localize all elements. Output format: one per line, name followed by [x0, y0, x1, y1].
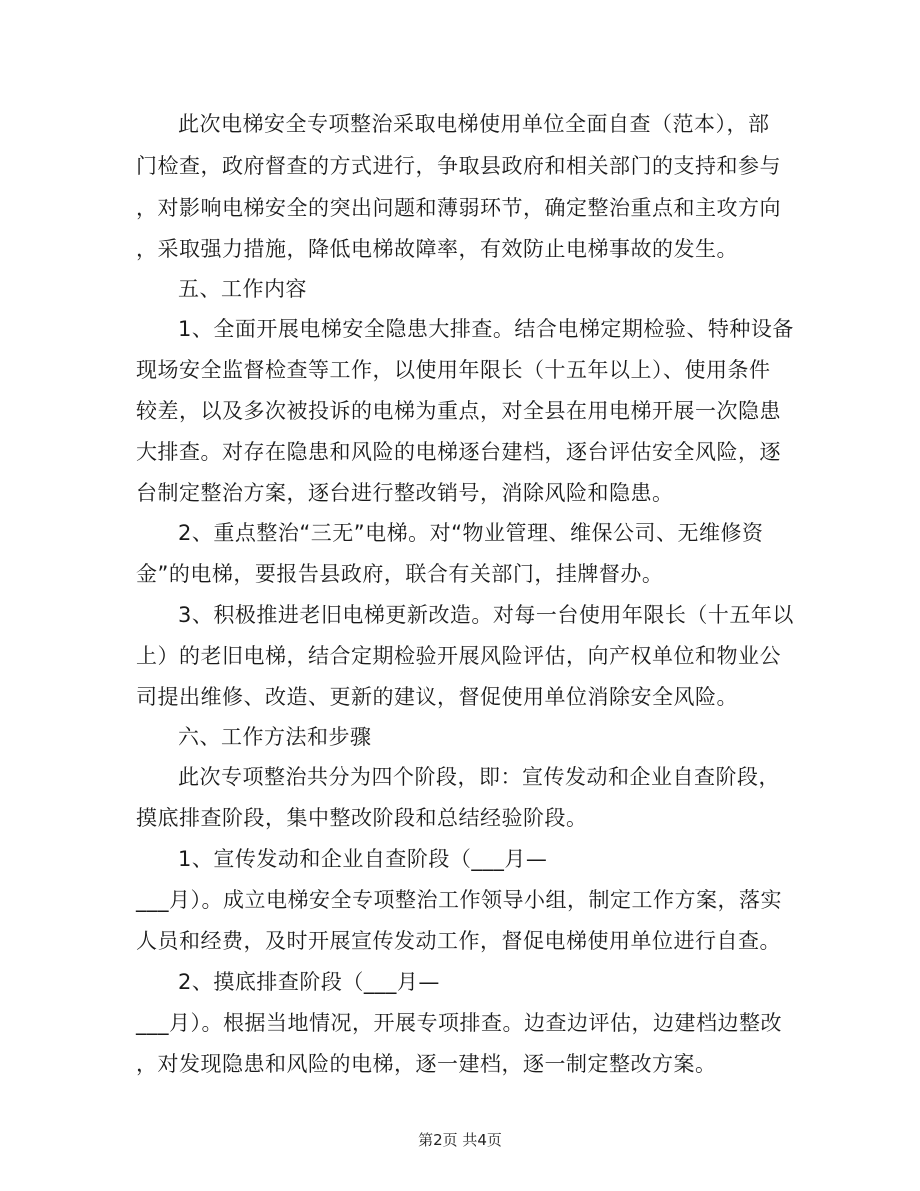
- paragraph-line: 摸底排查阶段，集中整改阶段和总结经验阶段。: [136, 806, 588, 830]
- section-heading: 五、工作内容: [178, 277, 307, 301]
- paragraph-line: 台制定整治方案，逐台进行整改销号，消除风险和隐患。: [136, 481, 674, 505]
- paragraph-line: 3、积极推进老旧电梯更新改造。对每一台使用年限长（十五年以: [178, 603, 794, 627]
- paragraph-line: 较差，以及多次被投诉的电梯为重点，对全县在用电梯开展一次隐患: [136, 399, 781, 423]
- paragraph-line: 上）的老旧电梯，结合定期检验开展风险评估，向产权单位和物业公: [136, 644, 781, 668]
- paragraph-line: ，对影响电梯安全的突出问题和薄弱环节，确定整治重点和主攻方向: [136, 196, 781, 220]
- page-footer: 第2页 共4页: [418, 1131, 502, 1149]
- paragraph-line: ___月）。成立电梯安全专项整治工作领导小组，制定工作方案，落实: [136, 888, 782, 912]
- paragraph-line: 2、重点整治“三无”电梯。对“物业管理、维保公司、无维修资: [178, 521, 764, 545]
- paragraph-line: 大排查。对存在隐患和风险的电梯逐台建档，逐台评估安全风险，逐: [136, 440, 781, 464]
- paragraph-line: 1、全面开展电梯安全隐患大排查。结合电梯定期检验、特种设备: [178, 317, 794, 341]
- paragraph-line: ，采取强力措施，降低电梯故障率，有效防止电梯事故的发生。: [136, 237, 738, 261]
- section-heading: 六、工作方法和步骤: [178, 725, 372, 749]
- paragraph-line: 2、摸底排查阶段（___月—: [178, 970, 440, 994]
- paragraph-line: 此次专项整治共分为四个阶段，即：宣传发动和企业自查阶段，: [178, 765, 780, 789]
- paragraph-line: ___月）。根据当地情况，开展专项排查。边查边评估，边建档边整改: [136, 1011, 782, 1035]
- paragraph-line: 现场安全监督检查等工作，以使用年限长（十五年以上）、使用条件: [136, 358, 771, 382]
- paragraph-line: 金”的电梯，要报告县政府，联合有关部门，挂牌督办。: [136, 562, 664, 586]
- paragraph-line: 人员和经费，及时开展宣传发动工作，督促电梯使用单位进行自查。: [136, 929, 781, 953]
- paragraph-line: 此次电梯安全专项整治采取电梯使用单位全面自查（范本），部: [178, 112, 770, 136]
- paragraph-line: ，对发现隐患和风险的电梯，逐一建档，逐一制定整改方案。: [136, 1052, 717, 1076]
- paragraph-line: 司提出维修、改造、更新的建议，督促使用单位消除安全风险。: [136, 685, 738, 709]
- paragraph-line: 门检查，政府督查的方式进行，争取县政府和相关部门的支持和参与: [136, 154, 781, 178]
- paragraph-line: 1、宣传发动和企业自查阶段（___月—: [178, 847, 548, 871]
